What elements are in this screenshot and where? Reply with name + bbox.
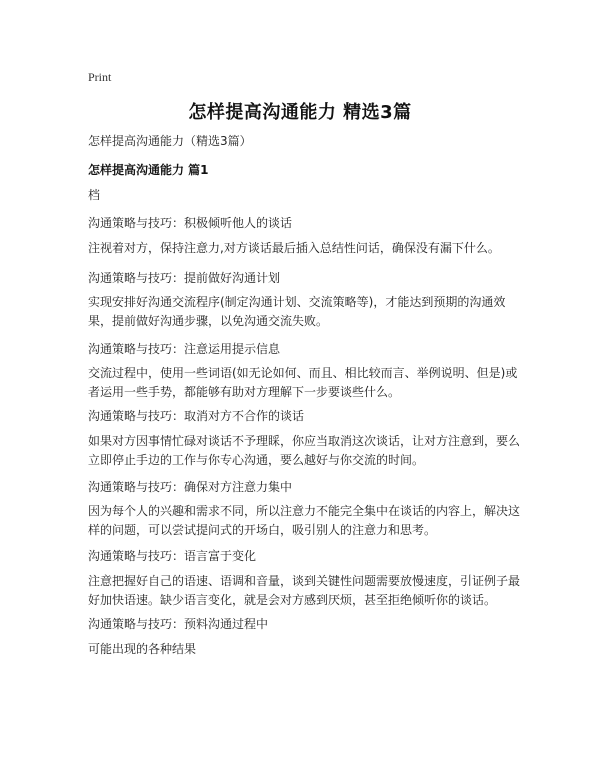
strategy-heading: 沟通策略与技巧：注意运用提示信息 <box>88 342 281 356</box>
strategy-heading: 沟通策略与技巧：取消对方不合作的谈话 <box>88 409 305 423</box>
strategy-heading: 沟通策略与技巧：确保对方注意力集中 <box>88 480 293 494</box>
strategy-heading: 沟通策略与技巧：语言富于变化 <box>88 549 257 563</box>
strategy-paragraph: 因为每个人的兴趣和需求不同，所以注意力不能完全集中在谈话的内容上，解决这样的问题，可以尝试提问式的开场白，吸引别人的注意力和思考。 <box>88 504 521 537</box>
strategy-paragraph: 交流过程中，使用一些词语(如无论如何、而且、相比较而言、举例说明、但是)或者运用一些手势，都能够有助对方理解下一步要谈些什么。 <box>88 366 518 399</box>
strategy-paragraph: 注视着对方，保持注意力,对方谈话最后插入总结性问话，确保没有漏下什么。 <box>88 241 500 255</box>
document-subtitle: 怎样提高沟通能力（精选3篇） <box>88 134 252 148</box>
strategy-paragraph: 可能出现的各种结果 <box>88 642 197 656</box>
strategy-paragraph: 如果对方因事情忙碌对谈话不予理睬，你应当取消这次谈话，让对方注意到，要么立即停止手边的工作与你专心沟通，要么越好与你交流的时间。 <box>88 434 521 467</box>
strategy-paragraph: 注意把握好自己的语速、语调和音量，谈到关键性问题需要放慢速度，引证例子最好加快语速。缺少语言变化，就是会对方感到厌烦，甚至拒绝倾听你的谈话。 <box>88 574 521 607</box>
print-label: Print <box>88 70 112 84</box>
strategy-paragraph: 实现安排好沟通交流程序(制定沟通计划、交流策略等)，才能达到预期的沟通效果，提前做好沟通步骤，以免沟通交流失败。 <box>88 295 506 328</box>
section-heading: 怎样提高沟通能力 篇1 <box>88 163 209 177</box>
strategy-heading: 沟通策略与技巧：积极倾听他人的谈话 <box>88 216 293 230</box>
strategy-heading: 沟通策略与技巧：预料沟通过程中 <box>88 617 269 631</box>
text-fragment: 档 <box>88 188 101 202</box>
page-title: 怎样提高沟通能力 精选3篇 <box>188 102 412 123</box>
strategy-heading: 沟通策略与技巧：提前做好沟通计划 <box>88 271 281 285</box>
